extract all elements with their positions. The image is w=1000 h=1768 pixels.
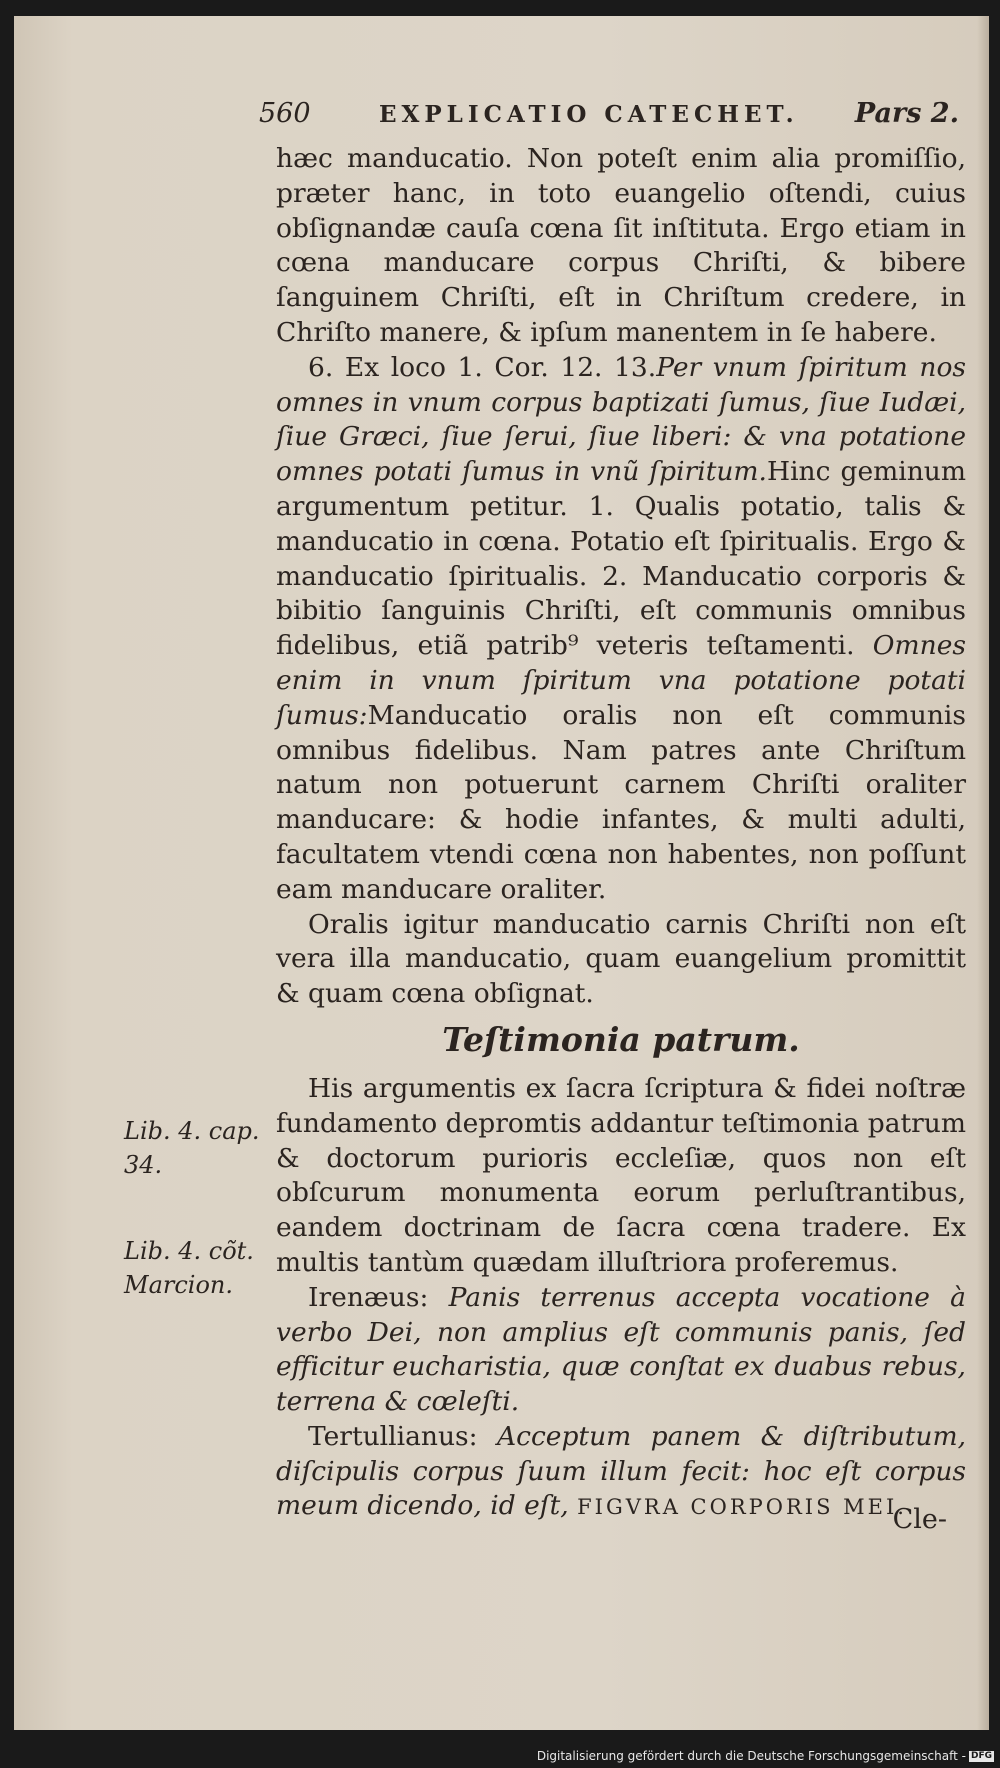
dfg-logo-icon: DFG <box>970 1751 992 1761</box>
digitization-footer <box>0 1745 1000 1768</box>
paragraph-2-text: Hinc geminum argumentum petitur. 1. Qualis potatio, talis & manducatio in cœna. Potatio eſt ſpiritualis. Ergo & manducatio ſpiritualis. 2. Manducatio corporis & bibitio ſanguinis Chriſti, eſt communis omnibus fidelibus, etiã patrib⁹ veteris teſtamenti. <box>276 456 966 662</box>
margin-note-irenaeus: Lib. 4. cap. 34. <box>124 1117 260 1179</box>
catchword: Cle- <box>892 1504 947 1535</box>
paragraph-3: Oralis igitur manducatio carnis Chriſti non eſt vera illa manducatio, quam euangelium promittit & quam cœna obſignat. <box>276 908 966 1010</box>
tertullian-caps: FIGVRA CORPORIS MEI. <box>577 1495 907 1520</box>
page-number: 560 <box>259 98 311 129</box>
paragraph-2 <box>276 351 966 908</box>
section-heading: Teſtimonia patrum. <box>442 1019 800 1059</box>
paragraph-5 <box>276 1281 966 1420</box>
part-label: Pars 2. <box>854 98 959 129</box>
tertullian-quote: Acceptum panem & diſtributum, diſcipulis corpus ſuum illum fecit: hoc eſt corpus meum dicendo, id eſt, <box>276 1420 966 1522</box>
paragraph-1: hæc manducatio. Non poteſt enim alia promiſſio, præter hanc, in toto euangelio oſtendi, cuius obſignandæ cauſa cœna ſit inſtituta. Ergo etiam in cœna manducare corpus Chriſti, & bibere ſanguinem Chriſti, eſt in Chriſtum credere, in Chriſto manere, & ipſum manentem in ſe habere. <box>276 143 966 348</box>
running-title: EXPLICATIO CATECHET. <box>379 101 799 128</box>
paragraph-6 <box>276 1420 966 1525</box>
paragraph-2-lead: 6. Ex loco 1. Cor. 12. 13. <box>308 351 657 383</box>
paragraph-2-quote: Per vnum ſpiritum nos omnes in vnum corpus baptizati ſumus, ſiue Iudæi, ſiue Græci, ſiue ſerui, ſiue liberi: & vna potatione omnes potati ſumus in vnũ ſpiritum. <box>276 351 966 488</box>
paragraph-2-text2: Manducatio oralis non eſt communis omnibus fidelibus. Nam patres ante Chriſtum natum non potuerunt carnem Chriſti oraliter manducare: & hodie infantes, & multi adulti, facultatem vtendi cœna non habentes, non poſſunt eam manducare oraliter. <box>276 699 966 905</box>
book-page <box>14 16 989 1730</box>
paragraph-2-quote2: Omnes enim in vnum ſpiritum vna potatione potati ſumus: <box>276 630 966 731</box>
tertullian-name: Tertullianus: <box>308 1420 478 1452</box>
page-body <box>276 142 966 1525</box>
irenaeus-quote: Panis terrenus accepta vocatione à verbo Dei, non amplius eſt communis panis, ſed efficitur eucharistia, quæ conſtat ex duabus rebus, terrena & cœleſti. <box>276 1281 966 1418</box>
footer-text: Digitalisierung gefördert durch die Deutsche Forschungsgemeinschaft - <box>536 1749 966 1763</box>
paragraph-4: His argumentis ex ſacra ſcriptura & fidei noſtræ fundamento depromtis addantur teſtimonia patrum & doctorum purioris eccleſiæ, quos non eſt obſcurum monumenta eorum perluſtrantibus, eandem doctrinam de ſacra cœna tradere. Ex multis tantùm quædam illuſtriora proferemus. <box>276 1072 966 1278</box>
running-header <box>259 98 959 138</box>
irenaeus-name: Irenæus: <box>308 1281 429 1313</box>
margin-note-tertullian: Lib. 4. cõt. Marcion. <box>124 1237 254 1299</box>
